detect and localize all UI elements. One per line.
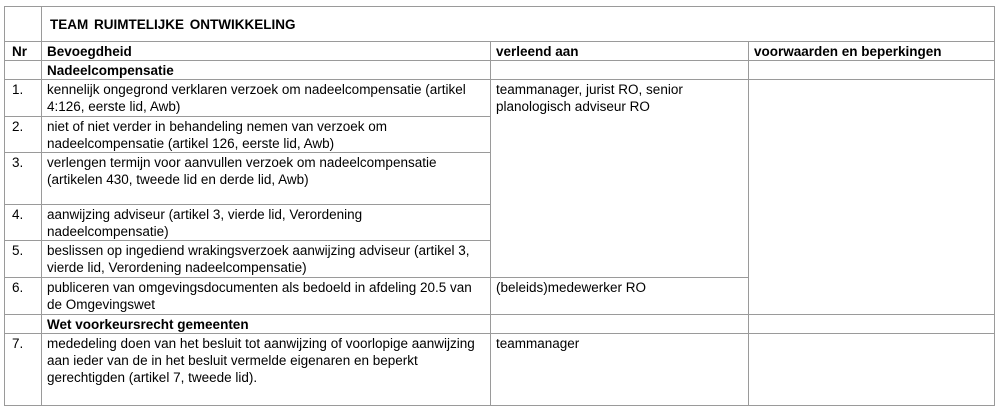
table-row — [5, 334, 995, 406]
row-nr: 3. — [5, 153, 42, 205]
row-nr: 1. — [5, 80, 42, 117]
row-voorwaarden — [749, 334, 995, 406]
row-voorwaarden-group — [749, 80, 995, 315]
row-nr: 4. — [5, 205, 42, 241]
section-heading: Wet voorkeursrecht gemeenten — [42, 315, 491, 334]
row-nr: 2. — [5, 117, 42, 153]
row-nr: 6. — [5, 278, 42, 315]
row-bevoegdheid: publiceren van omgevingsdocumenten als bedoeld in afdeling 20.5 van de Omgevingswet — [42, 278, 491, 315]
row-bevoegdheid: aanwijzing adviseur (artikel 3, vierde lid, Verordening nadeelcompensatie) — [42, 205, 491, 241]
row-bevoegdheid: beslissen op ingediend wrakingsverzoek aanwijzing adviseur (artikel 3, vierde lid, Verordening nadeelcompensatie) — [42, 241, 491, 278]
row-verleend-group: teammanager, jurist RO, senior planologisch adviseur RO — [491, 80, 749, 278]
section-heading: Nadeelcompensatie — [42, 61, 491, 80]
row-bevoegdheid: verlengen termijn voor aanvullen verzoek om nadeelcompensatie (artikelen 430, tweede lid en derde lid, Awb) — [42, 153, 491, 205]
header-bevoegdheid: Bevoegdheid — [42, 42, 491, 61]
row-nr: 7. — [5, 334, 42, 406]
header-nr: Nr — [5, 42, 42, 61]
section-heading-row — [5, 315, 995, 334]
row-verleend: teammanager — [491, 334, 749, 406]
row-bevoegdheid: niet of niet verder in behandeling nemen van verzoek om nadeelcompensatie (artikel 126, eerste lid, Awb) — [42, 117, 491, 153]
header-voorwaarden: voorwaarden en beperkingen — [749, 42, 995, 61]
page-title: TEAM RUIMTELIJKE ONTWIKKELING — [42, 7, 995, 42]
title-row — [5, 7, 995, 42]
row-verleend: (beleids)medewerker RO — [491, 278, 749, 315]
title-spacer-cell — [5, 7, 42, 42]
section-heading-row — [5, 61, 995, 80]
header-verleend: verleend aan — [491, 42, 749, 61]
header-row — [5, 42, 995, 61]
row-bevoegdheid: mededeling doen van het besluit tot aanwijzing of voorlopige aanwijzing aan ieder van de in het besluit vermelde eigenaren en beperkt gerechtigden (artikel 7, tweede lid). — [42, 334, 491, 406]
table-row — [5, 80, 995, 117]
mandate-table — [4, 6, 995, 406]
row-nr: 5. — [5, 241, 42, 278]
row-bevoegdheid: kennelijk ongegrond verklaren verzoek om nadeelcompensatie (artikel 4:126, eerste lid, Awb) — [42, 80, 491, 117]
